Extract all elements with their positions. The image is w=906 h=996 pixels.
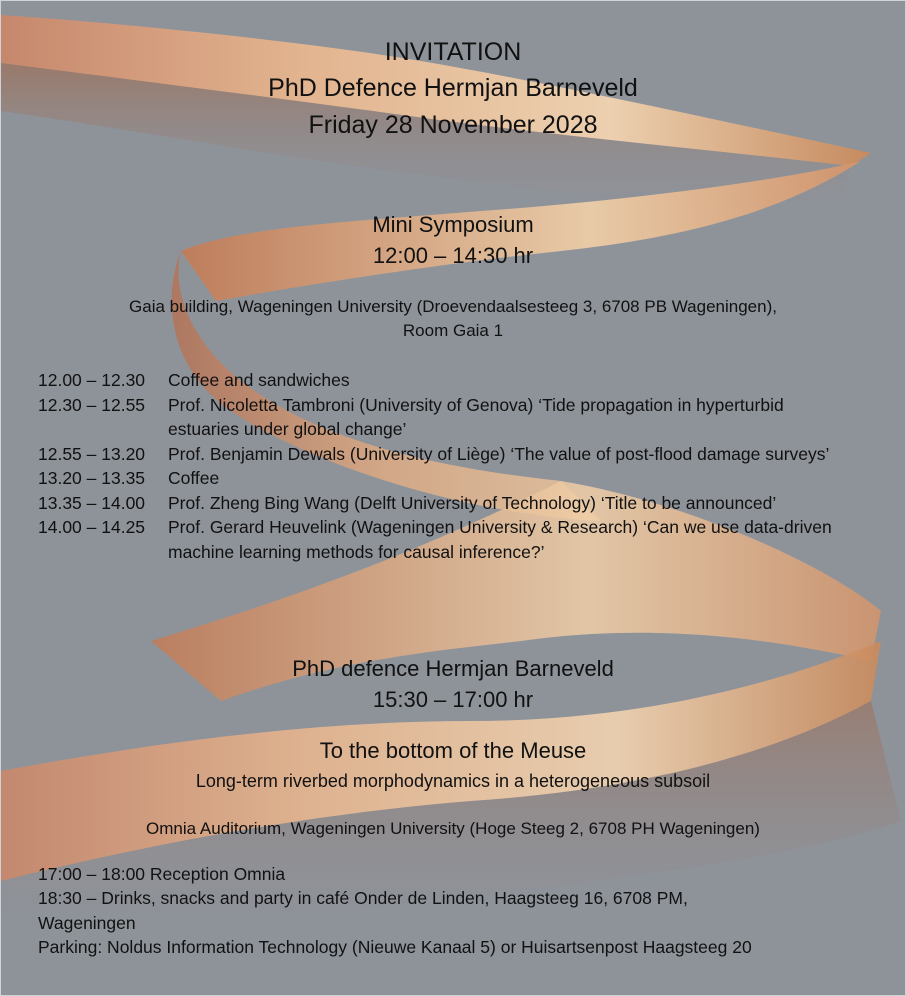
schedule-row <box>38 515 858 564</box>
defence-title: PhD defence Hermjan Barneveld <box>292 656 614 681</box>
defence-time: 15:30 – 17:00 hr <box>372 687 534 712</box>
drinks-line-continued: Wageningen <box>38 913 136 933</box>
thesis-title: To the bottom of the Meuse <box>319 738 587 763</box>
event-date: Friday 28 November 2028 <box>308 111 598 139</box>
parking-line: Parking: Noldus Information Technology (Nieuwe Kanaal 5) or Huisartsenpost Haagsteeg 20 <box>38 937 752 957</box>
schedule-description: Prof. Gerard Heuvelink (Wageningen University & Research) ‘Can we use data-driven machine learning methods for causal inference?’ <box>168 517 832 562</box>
symposium-venue-line2: Room Gaia 1 <box>402 321 504 340</box>
reception-line: 17:00 – 18:00 Reception Omnia <box>38 864 286 884</box>
schedule-row <box>38 368 858 393</box>
schedule-time: 14.00 – 14.25 <box>38 517 146 537</box>
schedule-row <box>38 491 858 516</box>
schedule-row <box>38 442 858 467</box>
schedule-description: Coffee <box>168 468 220 488</box>
defence-venue: Omnia Auditorium, Wageningen University (Hoge Steeg 2, 6708 PH Wageningen) <box>146 819 760 838</box>
schedule-time: 13.35 – 14.00 <box>38 492 146 513</box>
schedule-time: 12.00 – 12.30 <box>38 370 146 390</box>
schedule-time: 13.20 – 13.35 <box>38 468 146 488</box>
schedule-description: Coffee and sandwiches <box>168 370 350 390</box>
schedule-row <box>38 393 858 442</box>
symposium-time: 12:00 – 14:30 hr <box>372 243 534 268</box>
schedule-description: Prof. Benjamin Dewals (University of Liège) ‘The value of post-flood damage surveys’ <box>168 443 830 464</box>
invitation-heading: INVITATION <box>384 38 522 66</box>
schedule-row <box>38 466 858 491</box>
schedule-time: 12.55 – 13.20 <box>38 443 146 464</box>
event-title: PhD Defence Hermjan Barneveld <box>268 74 638 102</box>
symposium-schedule <box>38 368 858 564</box>
symposium-title: Mini Symposium <box>372 212 534 237</box>
schedule-time: 12.30 – 12.55 <box>38 394 146 415</box>
thesis-subtitle: Long-term riverbed morphodynamics in a heterogeneous subsoil <box>195 771 711 791</box>
schedule-description: Prof. Zheng Bing Wang (Delft University of Technology) ‘Title to be announced’ <box>168 492 777 513</box>
schedule-description: Prof. Nicoletta Tambroni (University of Genova) ‘Tide propagation in hyperturbid estuaries under global change’ <box>168 394 784 439</box>
drinks-line: 18:30 – Drinks, snacks and party in café Onder de Linden, Haagsteeg 16, 6708 PM, <box>38 888 688 908</box>
symposium-venue-line1: Gaia building, Wageningen University (Droevendaalsesteeg 3, 6708 PB Wageningen), <box>129 297 777 316</box>
